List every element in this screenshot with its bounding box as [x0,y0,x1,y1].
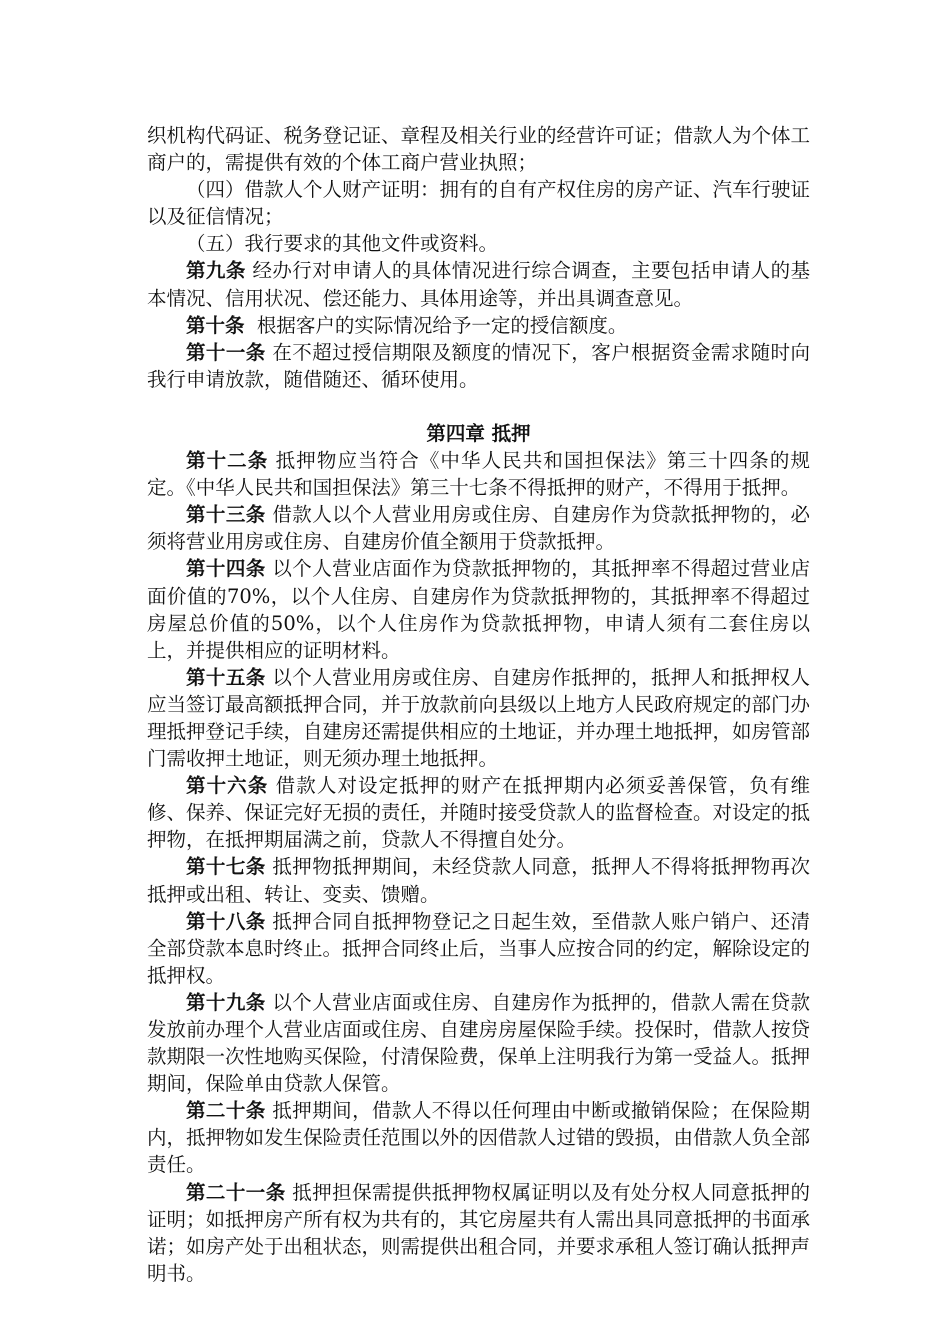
intro-paragraph-2: （四）借款人个人财产证明：拥有的自有产权住房的房产证、汽车行驶证以及征信情况； [147,178,811,229]
article-label: 第十七条 [186,855,266,879]
article-9 [147,257,810,311]
article-label: 第十四条 [186,557,266,581]
article-12 [147,447,810,501]
intro-paragraph-1: 织机构代码证、税务登记证、章程及相关行业的经营许可证；借款人为个体工商户的，需提供有效的个体工商户营业执照； [147,124,811,175]
article-text: 抵押担保需提供抵押物权属证明以及有处分权人同意抵押的证明；如抵押房产所有权为共有的，其它房屋共有人需出具同意抵押的书面承诺；如房产处于出租状态，则需提供出租合同，并要求承租人签订确认抵押声明书。 [147,1180,811,1285]
article-text: 借款人对设定抵押的财产在抵押期内必须妥善保管，负有维修、保养、保证完好无损的责任，并随时接受贷款人的监督检查。对设定的抵押物，在抵押期届满之前，贷款人不得擅自处分。 [147,774,811,852]
article-text: 借款人以个人营业用房或住房、自建房作为贷款抵押物的，必须将营业用房或住房、自建房价值全额用于贷款抵押。 [147,503,810,554]
article-label: 第二十一条 [186,1180,286,1204]
article-text: 以个人营业店面或住房、自建房作为抵押的，借款人需在贷款发放前办理个人营业店面或住房、自建房房屋保险手续。投保时，借款人按贷款期限一次性地购买保险，付清保险费，保单上注明我行为第一受益人。抵押期间，保险单由贷款人保管。 [147,990,811,1096]
article-16 [147,772,810,853]
article-20 [147,1097,810,1178]
article-label: 第十条 [186,313,245,337]
article-text: 根据客户的实际情况给予一定的授信额度。 [256,313,628,337]
chapter-title: 第四章 抵押 [426,421,531,445]
article-label: 第九条 [186,259,246,283]
article-label: 第十二条 [186,449,269,473]
article-13 [147,501,810,555]
article-21 [147,1179,810,1287]
article-text: 以个人营业用房或住房、自建房作抵押的，抵押人和抵押权人应当签订最高额抵押合同，并于放款前向县级以上地方人民政府规定的部门办理抵押登记手续，自建房还需提供相应的土地证，并办理土地抵押，如房管部门需收押土地证，则无须办理土地抵押。 [147,665,811,771]
article-14 [147,555,810,663]
article-label: 第十三条 [186,503,266,527]
article-label: 第十一条 [186,340,266,364]
intro-paragraph-3: （五）我行要求的其他文件或资料。 [186,232,499,256]
document-page [147,122,810,1287]
article-text: 抵押物应当符合《中华人民共和国担保法》第三十四条的规定。《中华人民共和国担保法》第三十七条不得抵押的财产，不得用于抵押。 [147,449,810,500]
article-label: 第十五条 [186,665,266,689]
article-11 [147,339,810,393]
article-18 [147,908,810,989]
article-text: 抵押合同自抵押物登记之日起生效，至借款人账户销户、还清全部贷款本息时终止。抵押合同终止后，当事人应按合同的约定，解除设定的抵押权。 [147,909,811,987]
article-text: 抵押期间，借款人不得以任何理由中断或撤销保险；在保险期内，抵押物如发生保险责任范围以外的因借款人过错的毁损，由借款人负全部责任。 [147,1099,811,1177]
article-text: 以个人营业店面作为贷款抵押物的，其抵押率不得超过营业店面价值的70%，以个人住房、自建房作为贷款抵押物的，其抵押率不得超过房屋总价值的50%，以个人住房作为贷款抵押物，申请人须有二套住房以上，并提供相应的证明材料。 [147,557,810,662]
article-label: 第十九条 [186,990,266,1014]
article-label: 第二十条 [186,1099,266,1123]
article-text: 抵押物抵押期间，未经贷款人同意，抵押人不得将抵押物再次抵押或出租、转让、变卖、馈赠。 [147,855,810,906]
article-label: 第十六条 [186,774,269,798]
article-19 [147,989,810,1097]
article-text: 经办行对申请人的具体情况进行综合调查，主要包括申请人的基本情况、信用状况、偿还能力、具体用途等，并出具调查意见。 [147,259,810,310]
article-10 [147,312,810,339]
article-15 [147,664,810,772]
article-17 [147,853,810,907]
article-text: 在不超过授信期限及额度的情况下，客户根据资金需求随时向我行申请放款，随借随还、循环使用。 [147,340,810,391]
article-label: 第十八条 [186,909,266,933]
